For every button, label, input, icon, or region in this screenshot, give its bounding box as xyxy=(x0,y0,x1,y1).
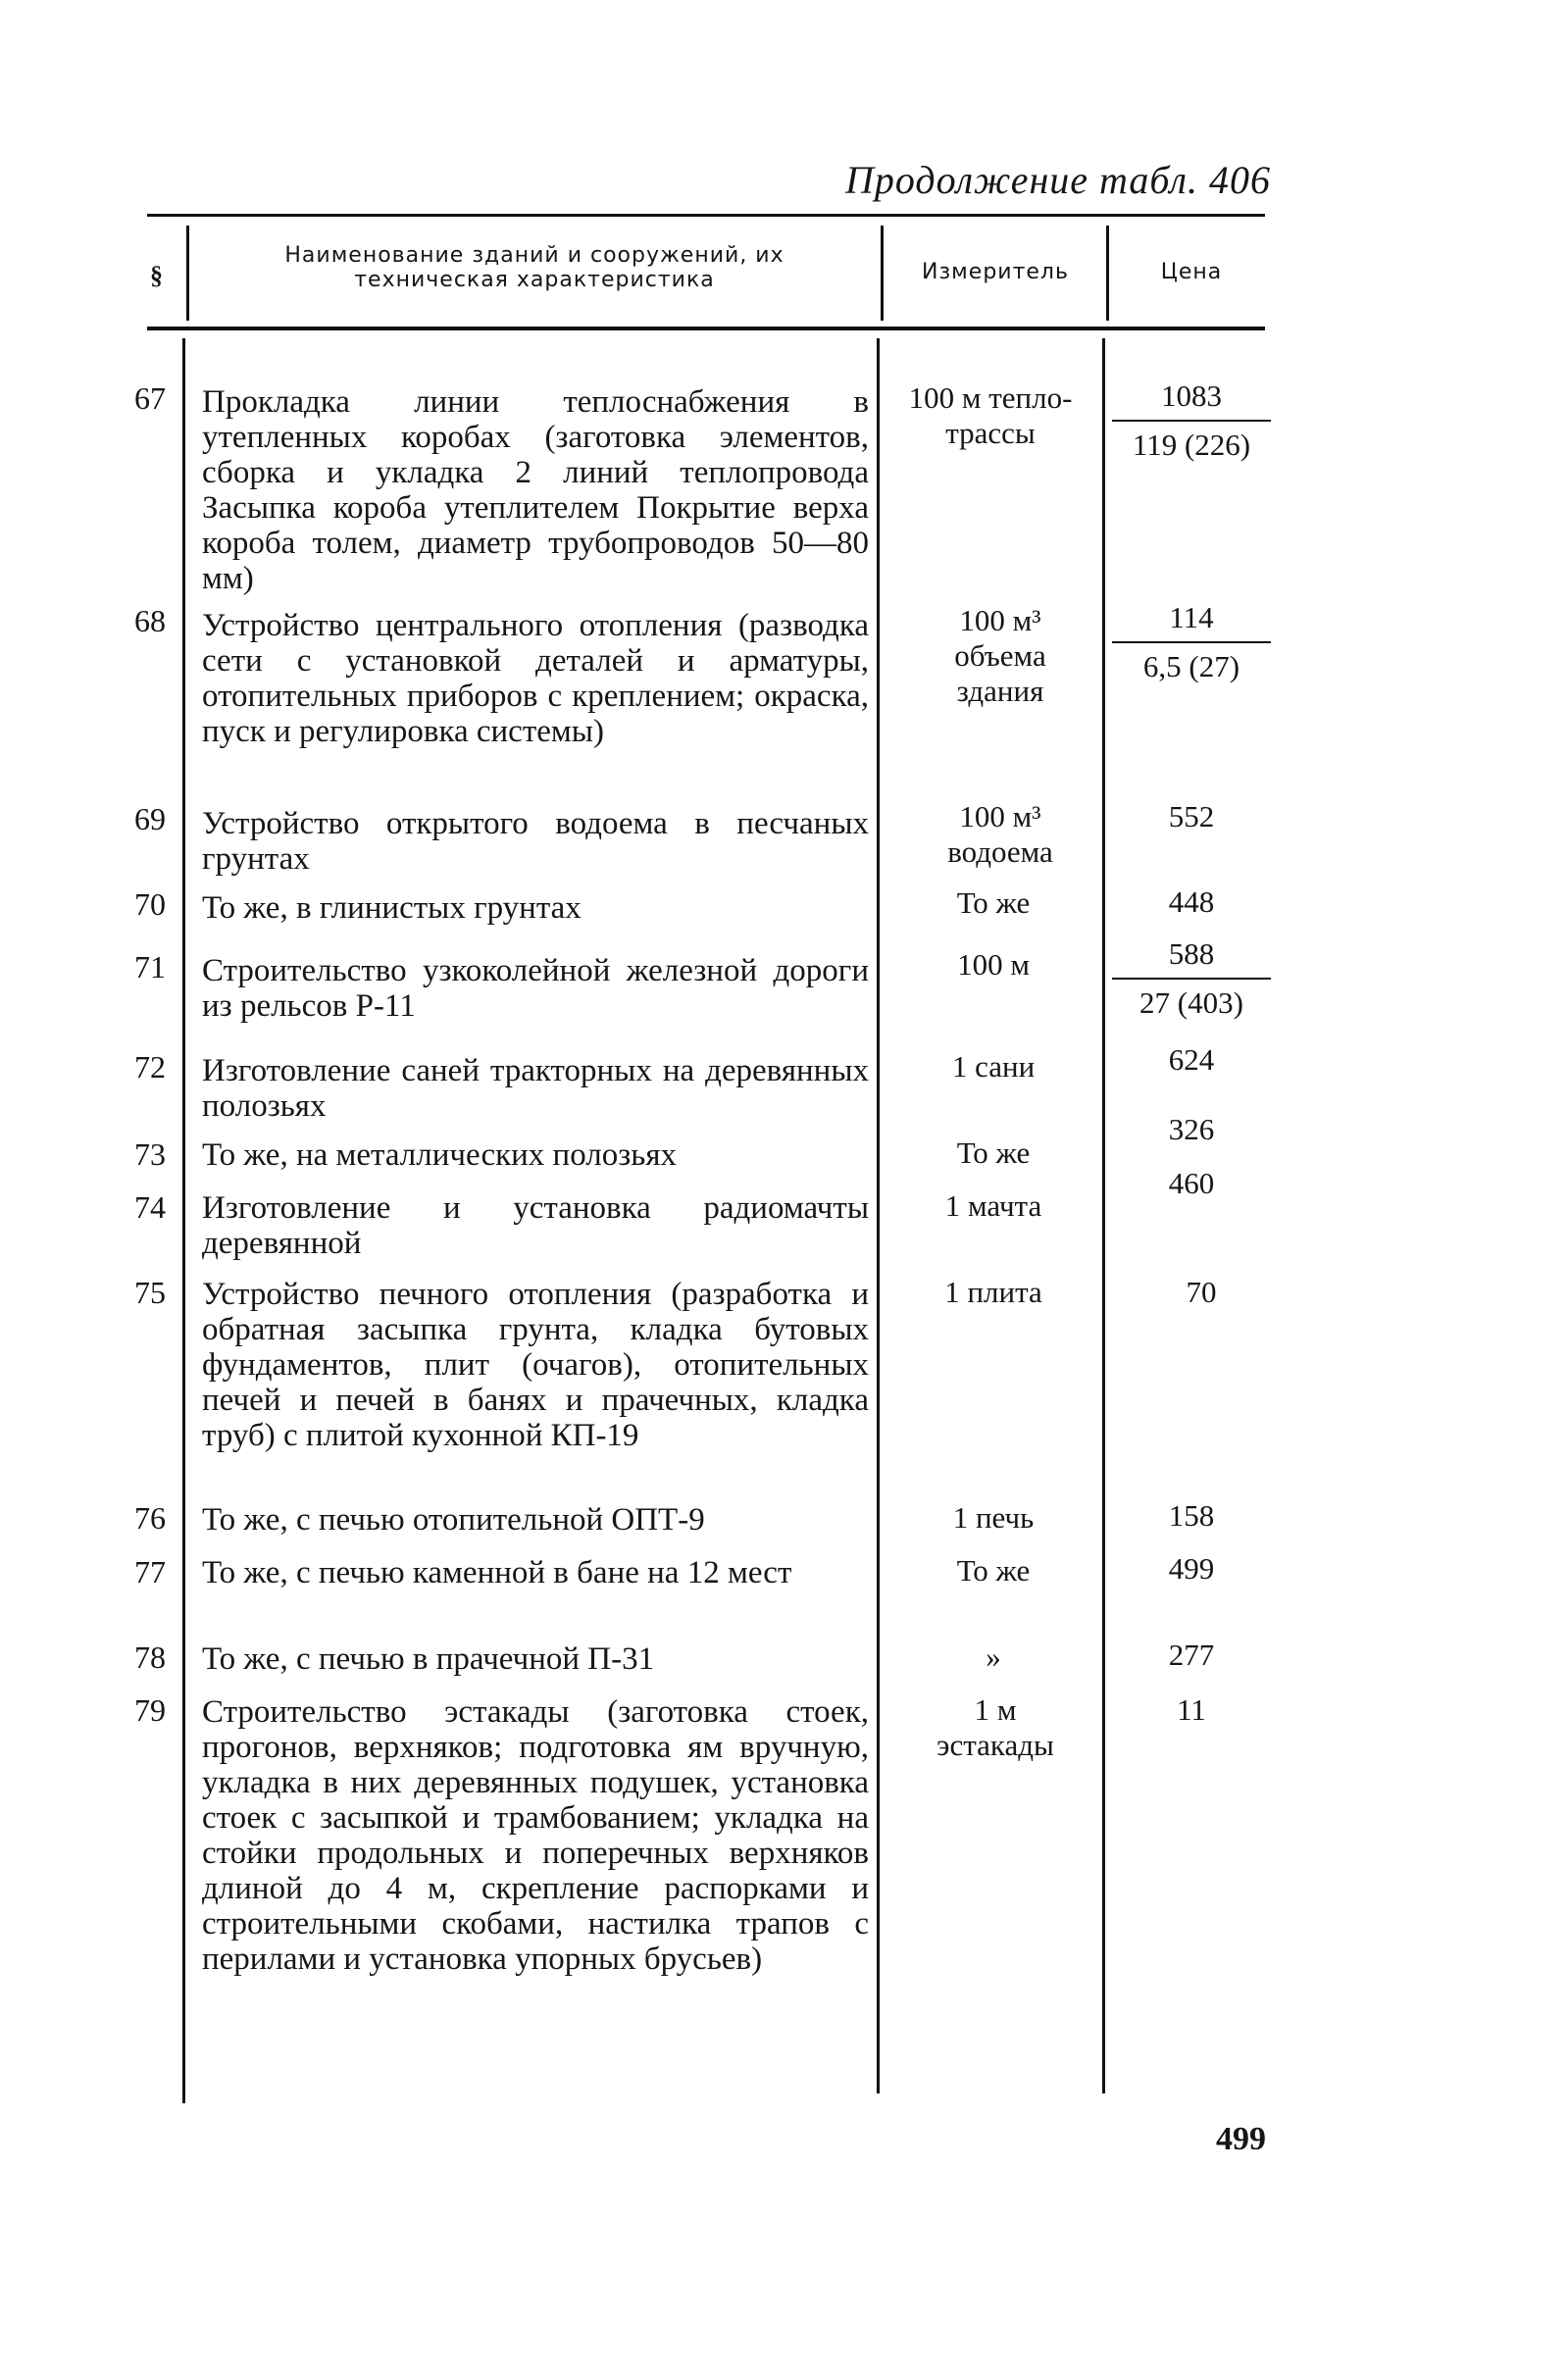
price-top: 624 xyxy=(1168,1042,1215,1077)
price-fraction-bar xyxy=(1112,978,1271,980)
row-unit: 1 м эстакады xyxy=(936,1692,1054,1762)
row-description: Устройство открытого водоема в песчаных грунтах xyxy=(202,806,869,877)
price-top: 277 xyxy=(1168,1638,1215,1672)
row-price xyxy=(1108,1551,1275,1587)
row-description: То же, на металлических полозьях xyxy=(202,1137,677,1173)
row-number: 75 xyxy=(134,1275,166,1310)
price-top: 460 xyxy=(1168,1166,1215,1200)
row-price xyxy=(1108,884,1275,920)
header-bottom-rule xyxy=(147,327,1265,330)
header-name xyxy=(196,243,873,292)
page-number: 499 xyxy=(1216,2121,1266,2157)
header-name-line-2: техническая характеристика xyxy=(354,268,715,292)
price-top: 326 xyxy=(1168,1112,1215,1146)
row-unit: » xyxy=(986,1639,1001,1674)
row-number: 72 xyxy=(134,1049,166,1084)
row-description: Устройство центрального отопления (разводка сети с установкой деталей и арматуры, отопительных приборов с креплением; окраска, пуск и регулировка системы) xyxy=(202,608,869,749)
row-unit: 1 плита xyxy=(944,1275,1042,1309)
row-number: 73 xyxy=(134,1136,166,1172)
row-description: То же, с печью отопительной ОПТ-9 xyxy=(202,1502,705,1538)
price-top: 70 xyxy=(1186,1275,1217,1309)
row-price xyxy=(1108,378,1275,463)
row-price xyxy=(1108,1112,1275,1147)
row-price xyxy=(1108,1498,1275,1534)
row-number: 79 xyxy=(134,1692,166,1728)
row-price xyxy=(1108,1692,1275,1728)
header-divider-3 xyxy=(1106,226,1109,321)
row-number: 71 xyxy=(134,949,166,984)
price-bottom: 27 (403) xyxy=(1139,985,1243,1020)
price-fraction-bar xyxy=(1112,420,1271,422)
row-unit: То же xyxy=(956,1135,1031,1170)
row-unit: 100 м³ объема здания xyxy=(954,603,1046,708)
row-unit: То же xyxy=(956,885,1031,920)
row-number: 67 xyxy=(134,380,166,416)
row-number: 74 xyxy=(134,1189,166,1225)
table-caption: Продолжение табл. 406 xyxy=(844,158,1271,202)
row-description: Строительство узкоколейной железной дороги из рельсов Р-11 xyxy=(202,953,869,1024)
row-price xyxy=(1108,1166,1275,1201)
body-divider-2 xyxy=(877,338,880,2093)
row-unit: 1 печь xyxy=(952,1500,1035,1535)
row-description: Изготовление саней тракторных на деревянных полозьях xyxy=(202,1053,869,1124)
row-description: Устройство печного отопления (разработка и обратная засыпка грунта, кладка бутовых фундаментов, плит (очагов), отопительных печей и печей в банях и прачечных, кладка труб) с плитой кухонной КП-19 xyxy=(202,1277,869,1453)
row-unit: 100 м тепло-трассы xyxy=(908,380,1073,450)
row-price xyxy=(1108,1638,1275,1673)
row-number: 69 xyxy=(134,801,166,836)
row-number: 78 xyxy=(134,1639,166,1675)
price-top: 158 xyxy=(1168,1498,1215,1533)
price-bottom: 6,5 (27) xyxy=(1142,649,1240,683)
price-top: 1083 xyxy=(1161,378,1222,413)
row-number: 68 xyxy=(134,603,166,638)
price-top: 11 xyxy=(1177,1692,1206,1727)
header-divider-1 xyxy=(186,226,189,321)
row-unit: 100 м³ водоема xyxy=(947,799,1053,869)
row-number: 76 xyxy=(134,1500,166,1536)
price-top: 552 xyxy=(1168,799,1215,833)
header-top-rule xyxy=(147,214,1265,217)
row-number: 77 xyxy=(134,1554,166,1589)
row-unit: То же xyxy=(956,1553,1031,1588)
price-fraction-bar xyxy=(1112,641,1271,643)
row-description: То же, в глинистых грунтах xyxy=(202,890,582,926)
price-top: 114 xyxy=(1169,600,1214,634)
row-description: То же, с печью каменной в бане на 12 мест xyxy=(202,1555,792,1590)
price-bottom: 119 (226) xyxy=(1132,428,1251,462)
header-section: § xyxy=(150,261,164,289)
row-description: Прокладка линии теплоснабжения в утепленных коробах (заготовка элементов, сборка и укладка 2 линий теплопровода Засыпка короба утеплителем Покрытие верха короба толем, диаметр трубопроводов 50—80 мм) xyxy=(202,384,869,596)
row-unit: 1 сани xyxy=(951,1049,1036,1084)
row-price xyxy=(1108,600,1275,684)
row-number: 70 xyxy=(134,886,166,922)
row-price xyxy=(1118,1275,1285,1310)
header-unit: Измеритель xyxy=(922,260,1069,284)
row-description: Изготовление и установка радиомачты деревянной xyxy=(202,1190,869,1261)
row-price xyxy=(1108,1042,1275,1078)
row-unit: 1 мачта xyxy=(944,1188,1042,1223)
row-price xyxy=(1108,936,1275,1021)
row-description: То же, с печью в прачечной П-31 xyxy=(202,1641,655,1677)
header-price: Цена xyxy=(1160,260,1223,284)
row-description: Строительство эстакады (заготовка стоек, прогонов, верхняков; подготовка ям вручную, укладка в них деревянных подушек, установка стоек с засыпкой и трамбованием; укладка на стойки продольных и поперечных верхняков длиной до 4 м, скрепление распорками и строительными скобами, настилка трапов с перилами и установка упорных брусьев) xyxy=(202,1694,869,1977)
body-divider-1 xyxy=(182,338,185,2103)
row-unit: 100 м xyxy=(957,947,1030,982)
row-price xyxy=(1108,799,1275,834)
price-top: 448 xyxy=(1168,884,1215,919)
price-top: 499 xyxy=(1168,1551,1215,1586)
price-top: 588 xyxy=(1168,936,1215,971)
header-divider-2 xyxy=(881,226,884,321)
header-name-line-1: Наименование зданий и сооружений, их xyxy=(284,243,784,268)
